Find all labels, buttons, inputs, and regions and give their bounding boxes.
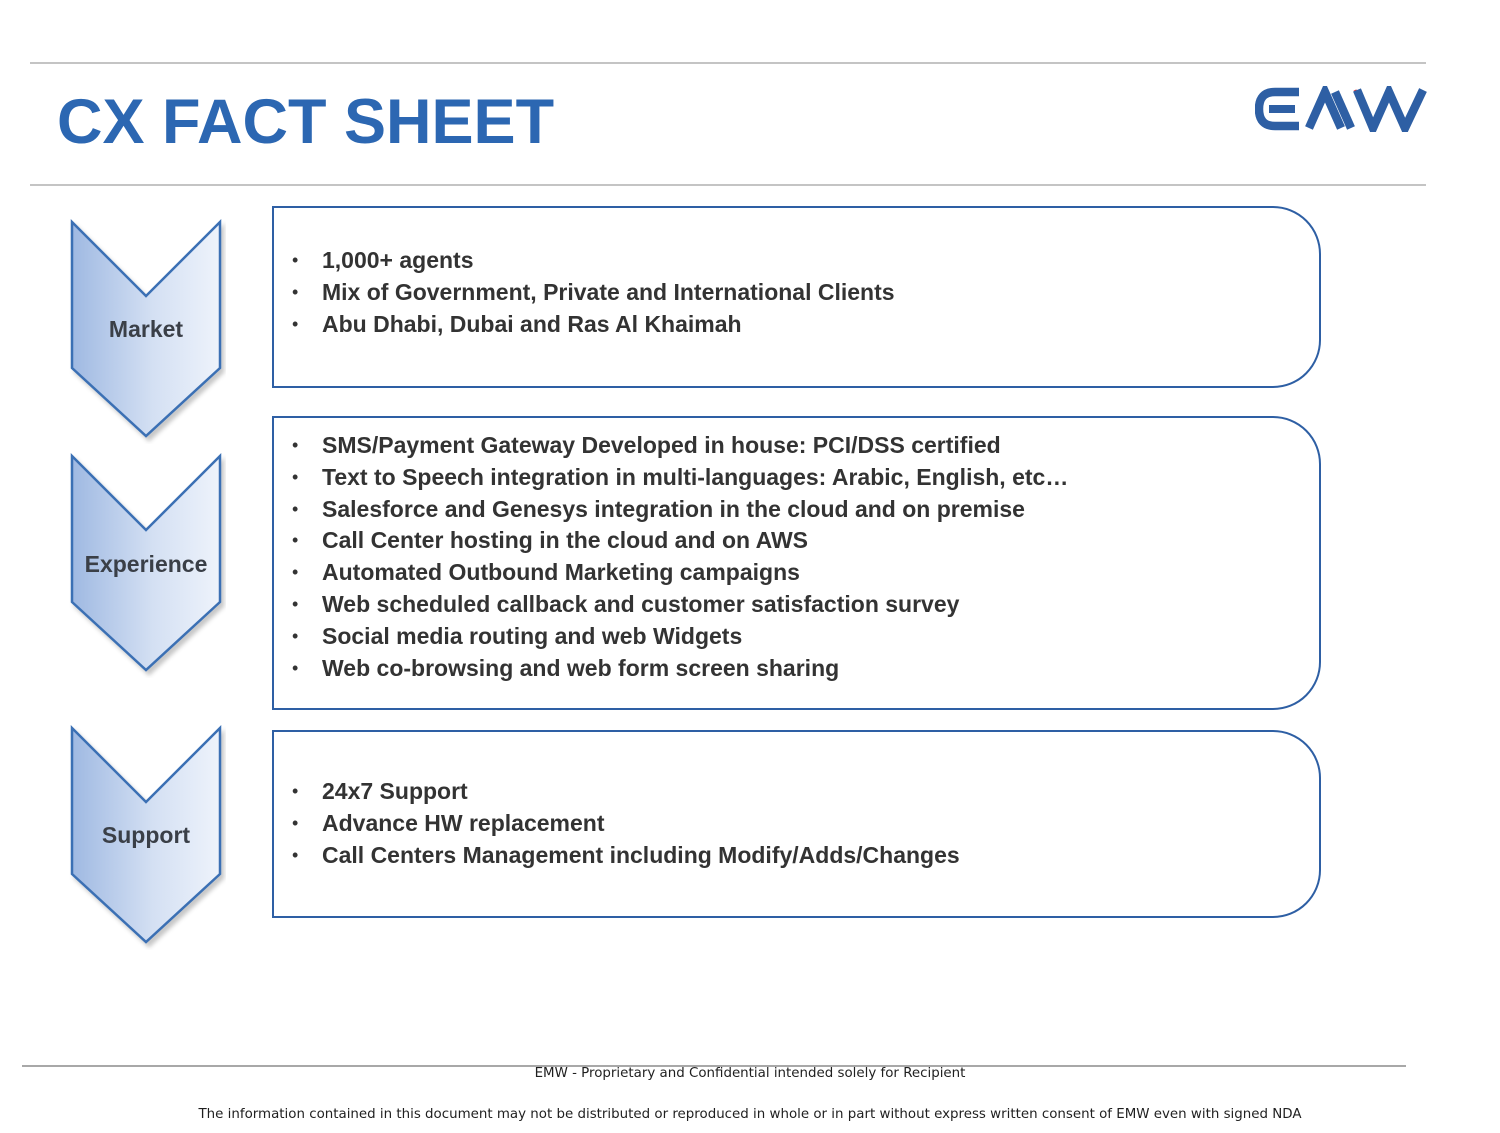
market-label: Market	[108, 316, 184, 342]
list-item: • Call Center hosting in the cloud and on AWS	[292, 525, 1068, 557]
page-title: CX FACT SHEET	[57, 87, 555, 157]
experience-list	[292, 430, 1068, 684]
market-list	[292, 245, 895, 340]
list-item: • Web co-browsing and web form screen sharing	[292, 653, 1068, 685]
support-panel	[272, 730, 1321, 918]
list-item: • Text to Speech integration in multi-languages: Arabic, English, etc…	[292, 462, 1068, 494]
list-item: • Mix of Government, Private and International Clients	[292, 277, 895, 309]
header-top-rule	[30, 62, 1426, 64]
list-item: • Advance HW replacement	[292, 808, 960, 840]
list-item: • Salesforce and Genesys integration in the cloud and on premise	[292, 494, 1068, 526]
list-item: • Call Centers Management including Modify/Adds/Changes	[292, 840, 960, 872]
confidential-notice: EMW - Proprietary and Confidential intended solely for Recipient	[534, 1066, 966, 1081]
header-bottom-rule	[30, 184, 1426, 186]
distribution-disclaimer: The information contained in this document may not be distributed or reproduced in whole or in part without express written consent of EMW even with signed NDA	[198, 1107, 1302, 1122]
support-list	[292, 776, 960, 871]
list-item: • 24x7 Support	[292, 776, 960, 808]
market-panel	[272, 206, 1321, 388]
list-item: • 1,000+ agents	[292, 245, 895, 277]
support-label: Support	[101, 822, 191, 848]
experience-label: Experience	[84, 551, 208, 577]
list-item: • SMS/Payment Gateway Developed in house: PCI/DSS certified	[292, 430, 1068, 462]
list-item: • Abu Dhabi, Dubai and Ras Al Khaimah	[292, 309, 895, 341]
experience-panel	[272, 416, 1321, 710]
list-item: • Automated Outbound Marketing campaigns	[292, 557, 1068, 589]
list-item: • Social media routing and web Widgets	[292, 621, 1068, 653]
list-item: • Web scheduled callback and customer satisfaction survey	[292, 589, 1068, 621]
emw-logo	[1255, 86, 1427, 132]
